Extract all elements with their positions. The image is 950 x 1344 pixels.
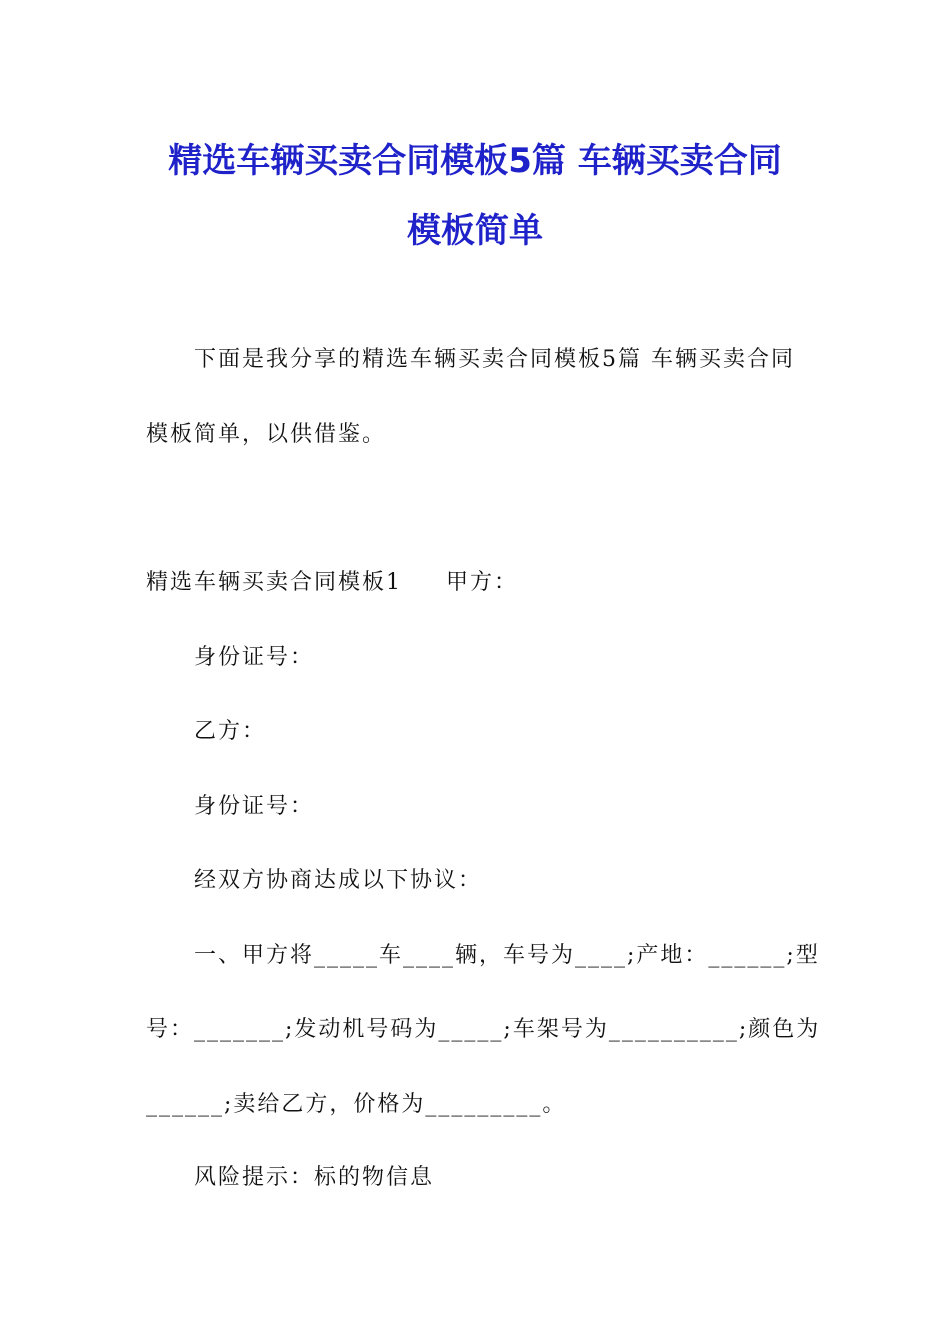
clause-1-line-1: 一、甲方将_____车____辆，车号为____;产地：______;型 (194, 943, 820, 968)
clause-1-line-2: 号：_______;发动机号码为_____;车架号为__________;颜色为 (146, 1017, 821, 1042)
section-1-heading: 精选车辆买卖合同模板1 (146, 570, 402, 595)
intro-paragraph-line-2: 模板简单，以供借鉴。 (146, 422, 387, 447)
section-1-heading-row (146, 568, 518, 598)
document-title-line-2: 模板简单 (407, 211, 543, 251)
party-a-id-label: 身份证号： (194, 645, 315, 670)
party-a-label: 甲方： (446, 570, 519, 595)
intro-paragraph-line-1: 下面是我分享的精选车辆买卖合同模板5篇 车辆买卖合同 (194, 347, 795, 372)
document-title-line-1: 精选车辆买卖合同模板5篇 车辆买卖合同 (168, 141, 782, 181)
agreement-intro: 经双方协商达成以下协议： (194, 868, 483, 893)
risk-notice: 风险提示：标的物信息 (194, 1165, 435, 1190)
party-b-id-label: 身份证号： (194, 794, 315, 819)
clause-1-line-3: ______;卖给乙方，价格为_________。 (146, 1092, 567, 1117)
party-b-label: 乙方： (194, 719, 267, 744)
